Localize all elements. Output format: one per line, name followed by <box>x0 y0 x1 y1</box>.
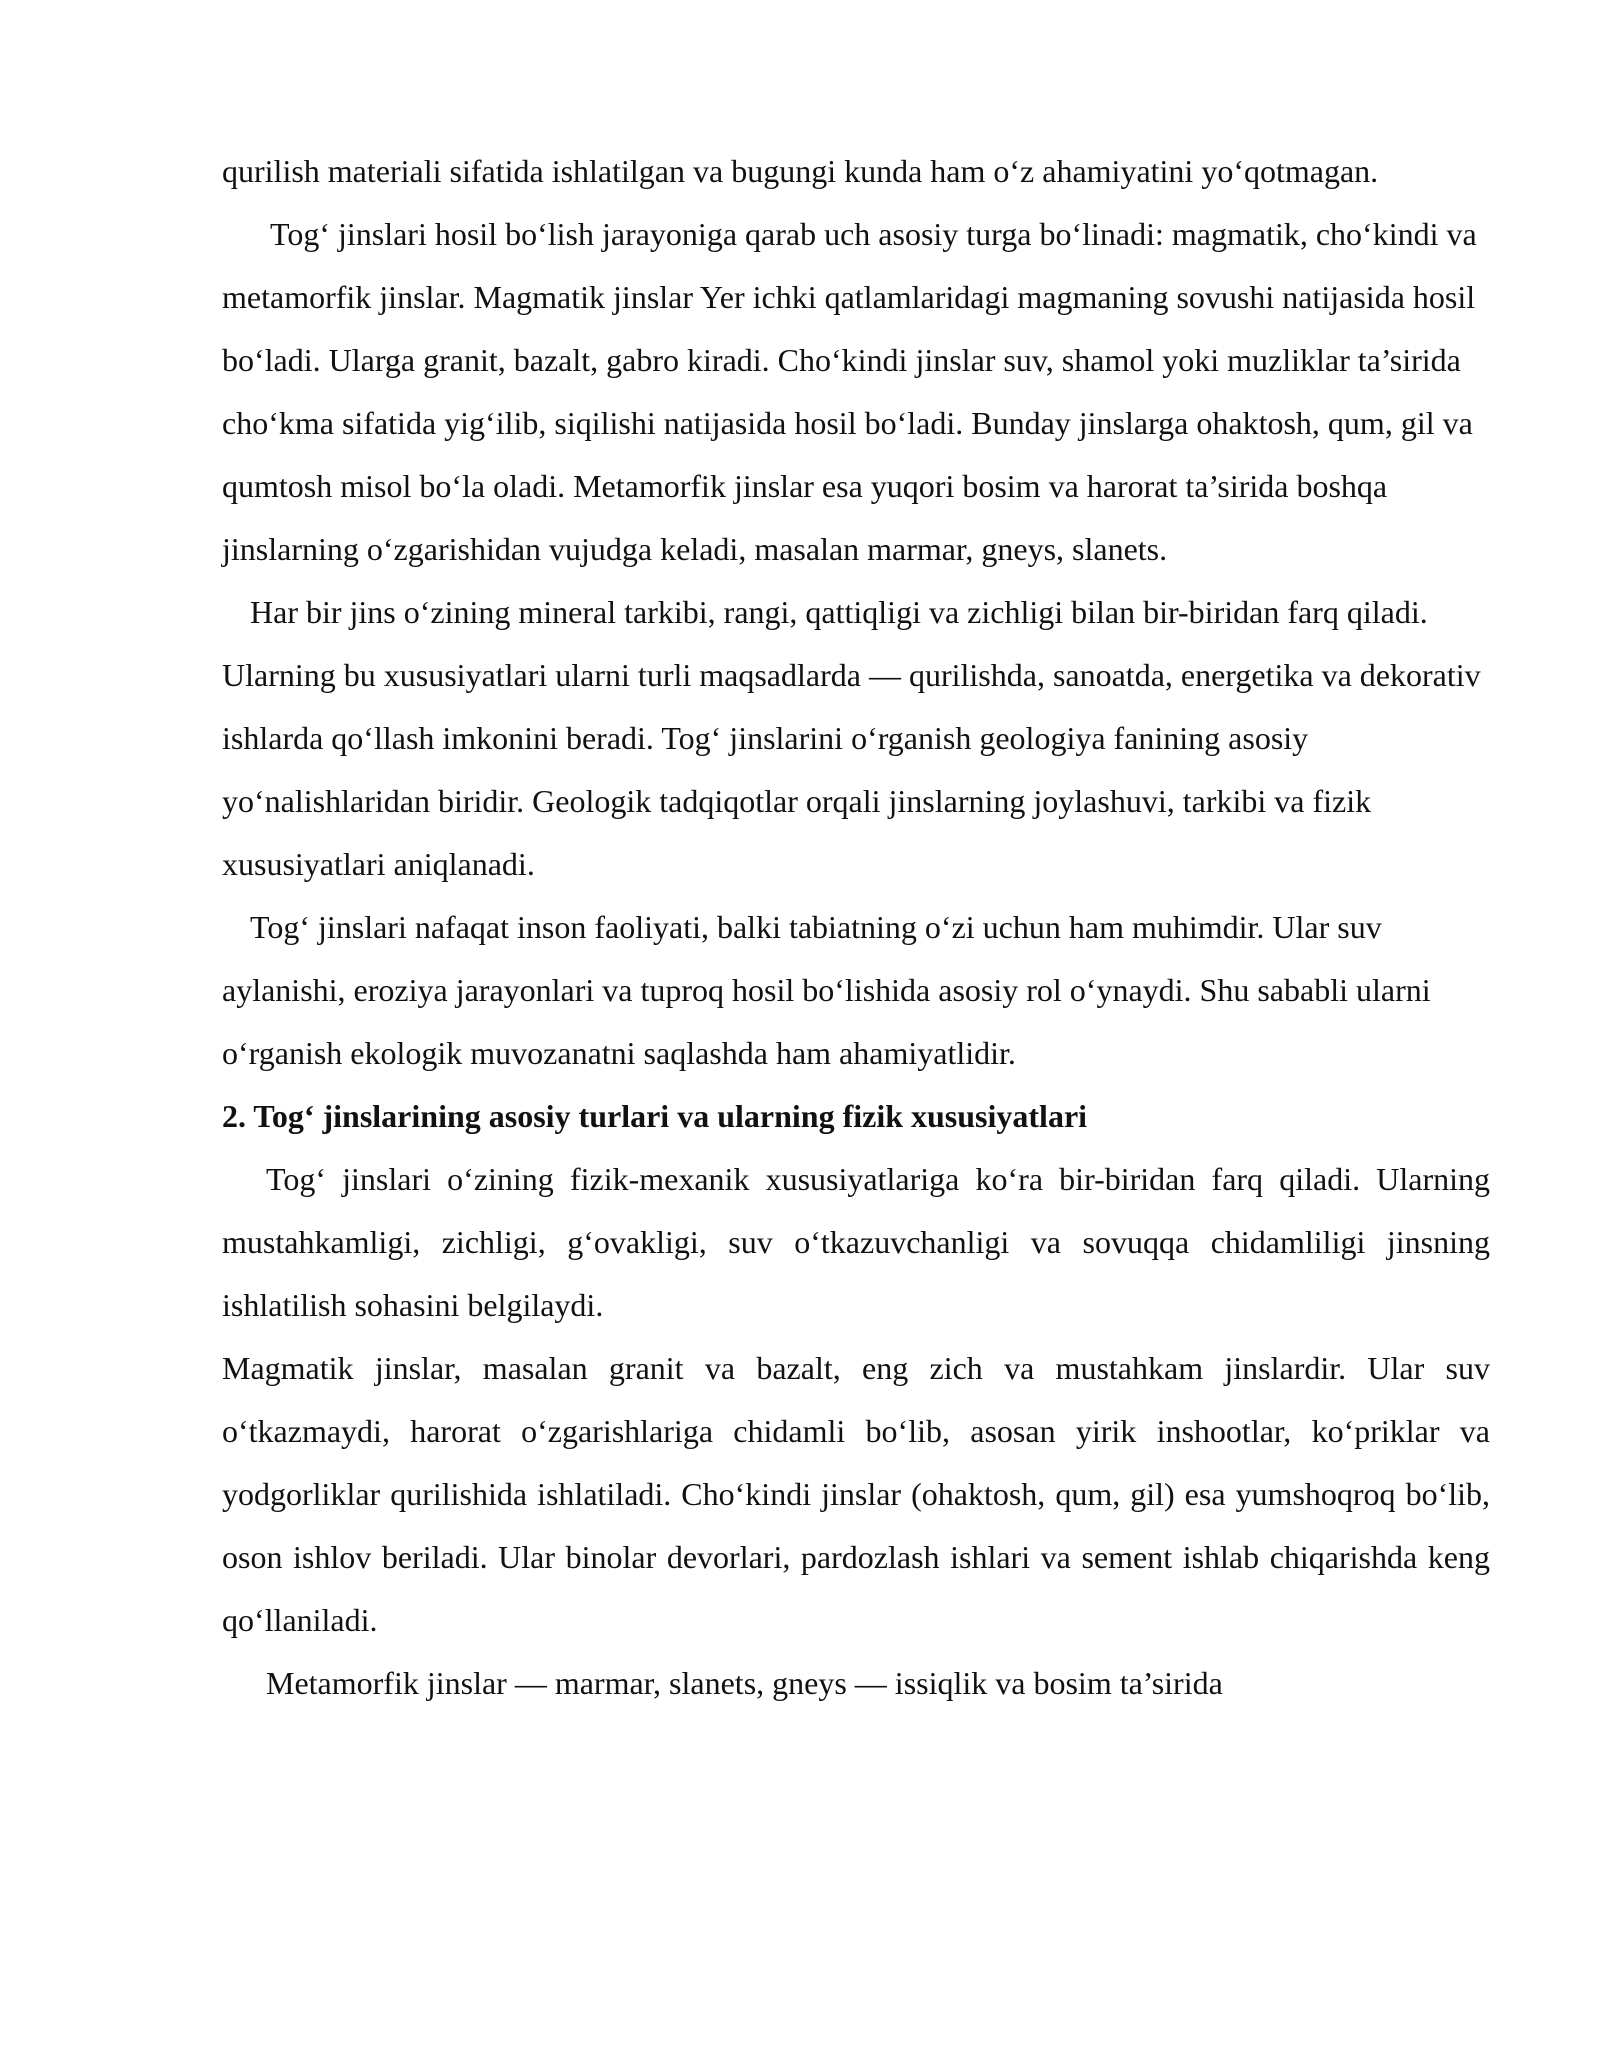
paragraph-rock-ecology: Tog‘ jinslari nafaqat inson faoliyati, balki tabiatning o‘zi uchun ham muhimdir. Ular suv aylanishi, eroziya jarayonlari va tuproq hosil bo‘lishida asosiy rol o‘ynaydi. Shu sababli ularni o‘rganish ekologik muvozanatni saqlashda ham ahamiyatlidir. <box>222 909 1431 1071</box>
paragraph-magmatic-sedimentary: Magmatik jinslar, masalan granit va bazalt, eng zich va mustahkam jinslardir. Ular suv o‘tkazmaydi, harorat o‘zgarishlariga chidamli bo‘lib, asosan yirik inshootlar, ko‘priklar va yodgorliklar qurilishida ishlatiladi. Cho‘kindi jinslar (ohaktosh, qum, gil) esa yumshoqroq bo‘lib, oson ishlov beriladi. Ular binolar devorlari, pardozlash ishlari va sement ishlab chiqarishda keng qo‘llaniladi. <box>222 1350 1490 1638</box>
paragraph-continuation: qurilish materiali sifatida ishlatilgan va bugungi kunda ham o‘z ahamiyatini yo‘qotmagan. <box>222 153 1379 189</box>
document-page <box>222 140 1490 1715</box>
paragraph-physical-mechanical: Tog‘ jinslari o‘zining fizik-mexanik xususiyatlariga ko‘ra bir-biridan farq qiladi. Ularning mustahkamligi, zichligi, g‘ovakligi, suv o‘tkazuvchanligi va sovuqqa chidamliligi jinsning ishlatilish sohasini belgilaydi. <box>222 1161 1490 1323</box>
paragraph-rock-formation-types: Tog‘ jinslari hosil bo‘lish jarayoniga qarab uch asosiy turga bo‘linadi: magmatik, cho‘kindi va metamorfik jinslar. Magmatik jinslar Yer ichki qatlamlaridagi magmaning sovushi natijasida hosil bo‘ladi. Ularga granit, bazalt, gabro kiradi. Cho‘kindi jinslar suv, shamol yoki muzliklar ta’sirida cho‘kma sifatida yig‘ilib, siqilishi natijasida hosil bo‘ladi. Bunday jinslarga ohaktosh, qum, gil va qumtosh misol bo‘la oladi. Metamorfik jinslar esa yuqori bosim va harorat ta’sirida boshqa jinslarning o‘zgarishidan vujudga keladi, masalan marmar, gneys, slanets. <box>222 216 1477 567</box>
paragraph-metamorphic: Metamorfik jinslar — marmar, slanets, gneys — issiqlik va bosim ta’sirida <box>266 1665 1223 1701</box>
paragraph-rock-properties: Har bir jins o‘zining mineral tarkibi, rangi, qattiqligi va zichligi bilan bir-biridan farq qiladi. Ularning bu xususiyatlari ularni turli maqsadlarda — qurilishda, sanoatda, energetika va dekorativ ishlarda qo‘llash imkonini beradi. Tog‘ jinslarini o‘rganish geologiya fanining asosiy yo‘nalishlaridan biridir. Geologik tadqiqotlar orqali jinslarning joylashuvi, tarkibi va fizik xususiyatlari aniqlanadi. <box>222 594 1481 882</box>
section-heading: 2. Tog‘ jinslarining asosiy turlari va ularning fizik xususiyatlari <box>222 1098 1088 1134</box>
